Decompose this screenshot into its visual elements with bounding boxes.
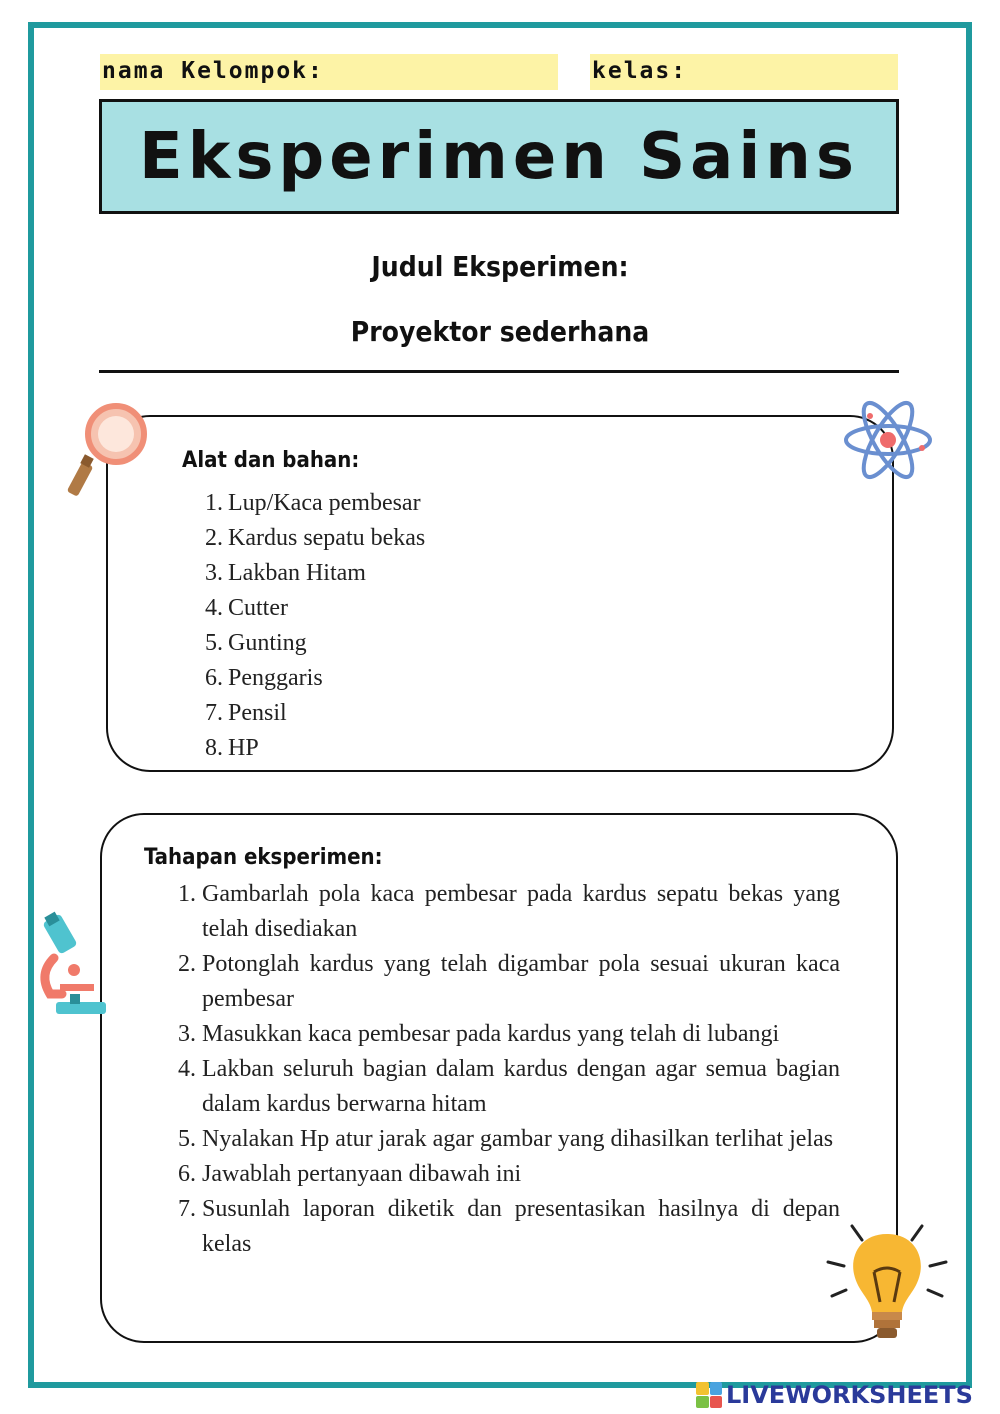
list-item [178, 1052, 840, 1122]
list-item-text: Gunting [228, 630, 307, 656]
list-item-text: Lakban seluruh bagian dalam kardus dengan agar semua bagian dalam kardus berwarna hitam [202, 1056, 840, 1117]
list-item-text: Kardus sepatu bekas [228, 525, 426, 551]
kelas-label: kelas: [592, 58, 688, 84]
judul-eksperimen-value: Proyektor sederhana [350, 315, 650, 348]
list-item [205, 661, 605, 696]
list-item-number: 7. [205, 700, 223, 726]
list-item [178, 1192, 840, 1262]
list-item [178, 1122, 840, 1157]
list-item [178, 1157, 840, 1192]
list-item-text: HP [228, 735, 259, 761]
nama-kelompok-field[interactable] [100, 54, 558, 90]
list-item [205, 626, 605, 661]
list-item-number: 5. [205, 630, 223, 656]
list-item-number: 7. [178, 1196, 196, 1222]
list-item-text: Penggaris [228, 665, 323, 691]
list-item-text: Potonglah kardus yang telah digambar pola sesuai ukuran kaca pembesar [202, 951, 840, 1012]
magnifying-glass-icon [66, 400, 150, 504]
list-item [178, 1017, 840, 1052]
list-item-number: 8. [205, 735, 223, 761]
list-item-text: Masukkan kaca pembesar pada kardus yang telah di lubangi [202, 1021, 780, 1047]
list-item-text: Pensil [228, 700, 287, 726]
list-item-number: 5. [178, 1126, 196, 1152]
alat-dan-bahan-list [205, 486, 605, 766]
list-item [178, 947, 840, 1017]
list-item-text: Cutter [228, 595, 288, 621]
list-item-text: Nyalakan Hp atur jarak agar gambar yang dihasilkan terlihat jelas [202, 1126, 834, 1152]
list-item-text: Lakban Hitam [228, 560, 366, 586]
list-item [205, 486, 605, 521]
title-divider [99, 370, 899, 373]
list-item-text: Jawablah pertanyaan dibawah ini [202, 1161, 522, 1187]
list-item-number: 4. [205, 595, 223, 621]
nama-kelompok-label: nama Kelompok: [102, 58, 324, 84]
judul-eksperimen-label: Judul Eksperimen: [371, 250, 629, 283]
list-item [205, 521, 605, 556]
watermark-text: LIVEWORKSHEETS [726, 1381, 973, 1409]
list-item [178, 877, 840, 947]
list-item [205, 556, 605, 591]
list-item-text: Lup/Kaca pembesar [228, 490, 421, 516]
list-item-number: 6. [205, 665, 223, 691]
list-item-text: Gambarlah pola kaca pembesar pada kardus sepatu bekas yang telah disediakan [202, 881, 840, 942]
list-item-number: 2. [178, 951, 196, 977]
list-item-number: 4. [178, 1056, 196, 1082]
list-item-number: 1. [205, 490, 223, 516]
list-item-number: 3. [178, 1021, 196, 1047]
list-item [205, 591, 605, 626]
list-item-number: 2. [205, 525, 223, 551]
kelas-field[interactable] [590, 54, 898, 90]
tahapan-eksperimen-list [178, 877, 840, 1262]
liveworksheets-logo-icon [696, 1382, 722, 1408]
alat-dan-bahan-heading: Alat dan bahan: [182, 448, 360, 473]
list-item-number: 6. [178, 1161, 196, 1187]
list-item-number: 3. [205, 560, 223, 586]
liveworksheets-watermark [696, 1378, 973, 1412]
light-bulb-icon [822, 1212, 952, 1348]
tahapan-eksperimen-heading: Tahapan eksperimen: [144, 845, 383, 870]
microscope-icon [34, 910, 114, 1022]
atom-icon [840, 398, 936, 482]
list-item [205, 731, 605, 766]
list-item-text: Susunlah laporan diketik dan presentasikan hasilnya di depan kelas [202, 1196, 840, 1257]
list-item [205, 696, 605, 731]
list-item-number: 1. [178, 881, 196, 907]
page-title: Eksperimen Sains [99, 99, 899, 214]
